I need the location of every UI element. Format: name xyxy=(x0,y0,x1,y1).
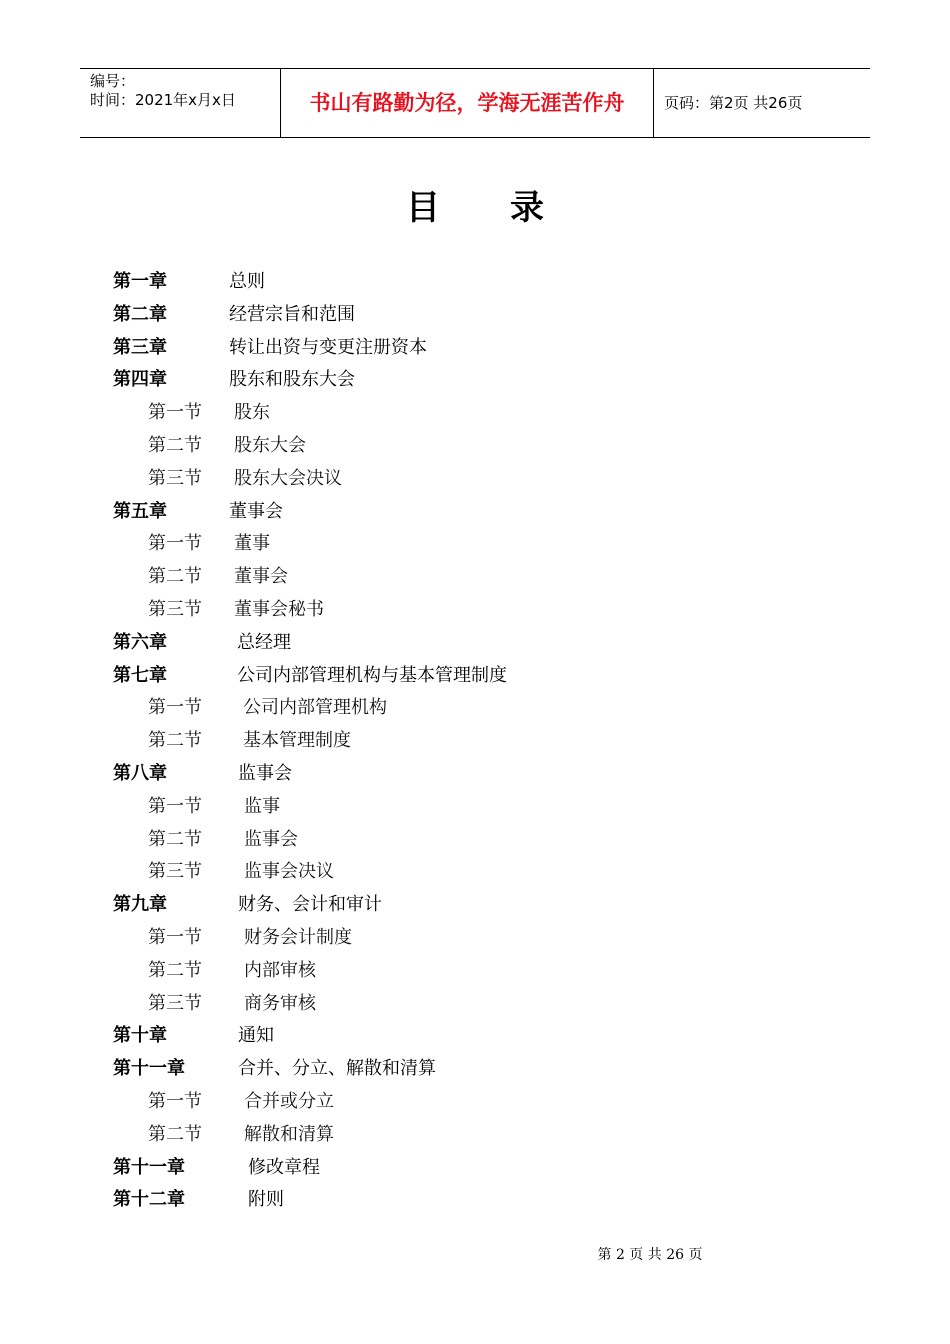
header-middle-cell xyxy=(281,69,654,137)
header-right-cell xyxy=(654,69,870,137)
toc-entry-number: 第三节 xyxy=(148,598,202,620)
toc-entry-number: 第一节 xyxy=(148,697,202,719)
toc-chapter-entry xyxy=(0,266,950,299)
toc-section-entry xyxy=(0,1086,950,1119)
toc-entry-number: 第二节 xyxy=(148,566,202,588)
toc-entry-title: 转让出资与变更注册资本 xyxy=(229,336,427,358)
toc-section-entry xyxy=(0,988,950,1021)
toc-entry-title: 董事会 xyxy=(229,500,283,522)
toc-entry-number: 第七章 xyxy=(113,664,167,686)
toc-entry-number: 第三章 xyxy=(113,336,167,358)
toc-entry-title: 监事 xyxy=(244,795,280,817)
toc-chapter-entry xyxy=(0,1053,950,1086)
toc-entry-number: 第一节 xyxy=(148,1090,202,1112)
toc-entry-number: 第三节 xyxy=(148,861,202,883)
toc-entry-number: 第一节 xyxy=(148,795,202,817)
toc-entry-title: 总经理 xyxy=(237,631,291,653)
toc-chapter-entry xyxy=(0,299,950,332)
toc-section-entry xyxy=(0,824,950,857)
toc-entry-number: 第二节 xyxy=(148,959,202,981)
toc-entry-number: 第五章 xyxy=(113,500,167,522)
toc-chapter-entry xyxy=(0,627,950,660)
toc-entry-number: 第一节 xyxy=(148,402,202,424)
toc-entry-number: 第三节 xyxy=(148,992,202,1014)
toc-section-entry xyxy=(0,463,950,496)
toc-entry-title: 监事会决议 xyxy=(244,861,334,883)
toc-entry-number: 第四章 xyxy=(113,369,167,391)
toc-entry-title: 董事 xyxy=(234,533,270,555)
toc-entry-title: 修改章程 xyxy=(248,1156,320,1178)
toc-section-entry xyxy=(0,856,950,889)
toc-section-entry xyxy=(0,692,950,725)
toc-entry-title: 公司内部管理机构与基本管理制度 xyxy=(237,664,507,686)
document-time-label: 时间：2021年x月x日 xyxy=(90,91,236,109)
header-motto: 书山有路勤为径，学海无涯苦作舟 xyxy=(309,91,625,115)
toc-entry-title: 监事会 xyxy=(244,828,298,850)
toc-entry-title: 财务、会计和审计 xyxy=(238,894,382,916)
toc-entry-title: 股东 xyxy=(234,402,270,424)
toc-entry-title: 总则 xyxy=(229,271,265,292)
toc-chapter-entry xyxy=(0,1184,950,1217)
toc-section-entry xyxy=(0,430,950,463)
toc-entry-title: 合并或分立 xyxy=(244,1090,334,1112)
toc-entry-title: 财务会计制度 xyxy=(244,926,352,948)
toc-entry-number: 第二节 xyxy=(148,828,202,850)
toc-entry-title: 附则 xyxy=(248,1189,284,1211)
toc-entry-number: 第三节 xyxy=(148,467,202,489)
table-of-contents xyxy=(0,266,950,1217)
toc-entry-title: 股东大会决议 xyxy=(234,467,342,489)
page-header xyxy=(80,68,870,138)
toc-entry-title: 商务审核 xyxy=(244,992,316,1014)
toc-entry-number: 第二节 xyxy=(148,1123,202,1145)
toc-section-entry xyxy=(0,528,950,561)
toc-entry-number: 第二节 xyxy=(148,434,202,456)
toc-entry-number: 第八章 xyxy=(113,762,167,784)
toc-entry-title: 合并、分立、解散和清算 xyxy=(238,1058,436,1080)
toc-section-entry xyxy=(0,725,950,758)
toc-section-entry xyxy=(0,1119,950,1152)
toc-entry-title: 董事会 xyxy=(234,566,288,588)
toc-chapter-entry xyxy=(0,1020,950,1053)
toc-chapter-entry xyxy=(0,332,950,365)
toc-entry-title: 公司内部管理机构 xyxy=(243,697,387,719)
toc-entry-title: 监事会 xyxy=(238,762,292,784)
toc-section-entry xyxy=(0,922,950,955)
toc-entry-number: 第二章 xyxy=(113,303,167,325)
toc-entry-title: 股东大会 xyxy=(234,434,306,456)
toc-entry-number: 第一章 xyxy=(113,271,167,292)
toc-entry-title: 内部审核 xyxy=(244,959,316,981)
toc-entry-title: 股东和股东大会 xyxy=(229,369,355,391)
toc-chapter-entry xyxy=(0,758,950,791)
toc-entry-number: 第六章 xyxy=(113,631,167,653)
header-page-info: 页码：第2页 共26页 xyxy=(664,94,803,112)
toc-entry-title: 基本管理制度 xyxy=(243,730,351,752)
toc-section-entry xyxy=(0,955,950,988)
toc-chapter-entry xyxy=(0,660,950,693)
toc-section-entry xyxy=(0,594,950,627)
toc-entry-number: 第二节 xyxy=(148,730,202,752)
toc-entry-number: 第十一章 xyxy=(113,1058,185,1080)
toc-entry-title: 经营宗旨和范围 xyxy=(229,303,355,325)
toc-entry-number: 第一节 xyxy=(148,926,202,948)
toc-section-entry xyxy=(0,561,950,594)
toc-section-entry xyxy=(0,791,950,824)
page-footer: 第 2 页 共 26 页 xyxy=(597,1247,703,1263)
document-number-label: 编号： xyxy=(90,72,136,90)
toc-entry-title: 董事会秘书 xyxy=(234,598,324,620)
toc-entry-number: 第一节 xyxy=(148,533,202,555)
toc-entry-title: 解散和清算 xyxy=(244,1123,334,1145)
toc-chapter-entry xyxy=(0,889,950,922)
toc-chapter-entry xyxy=(0,496,950,529)
toc-chapter-entry xyxy=(0,364,950,397)
header-left-cell xyxy=(80,69,281,137)
toc-entry-number: 第十一章 xyxy=(113,1156,185,1178)
toc-section-entry xyxy=(0,397,950,430)
toc-entry-number: 第十章 xyxy=(113,1025,167,1047)
toc-entry-number: 第九章 xyxy=(113,894,167,916)
toc-chapter-entry xyxy=(0,1152,950,1185)
toc-entry-title: 通知 xyxy=(238,1025,274,1047)
toc-entry-number: 第十二章 xyxy=(113,1189,185,1211)
page-title: 目录 xyxy=(406,188,614,228)
